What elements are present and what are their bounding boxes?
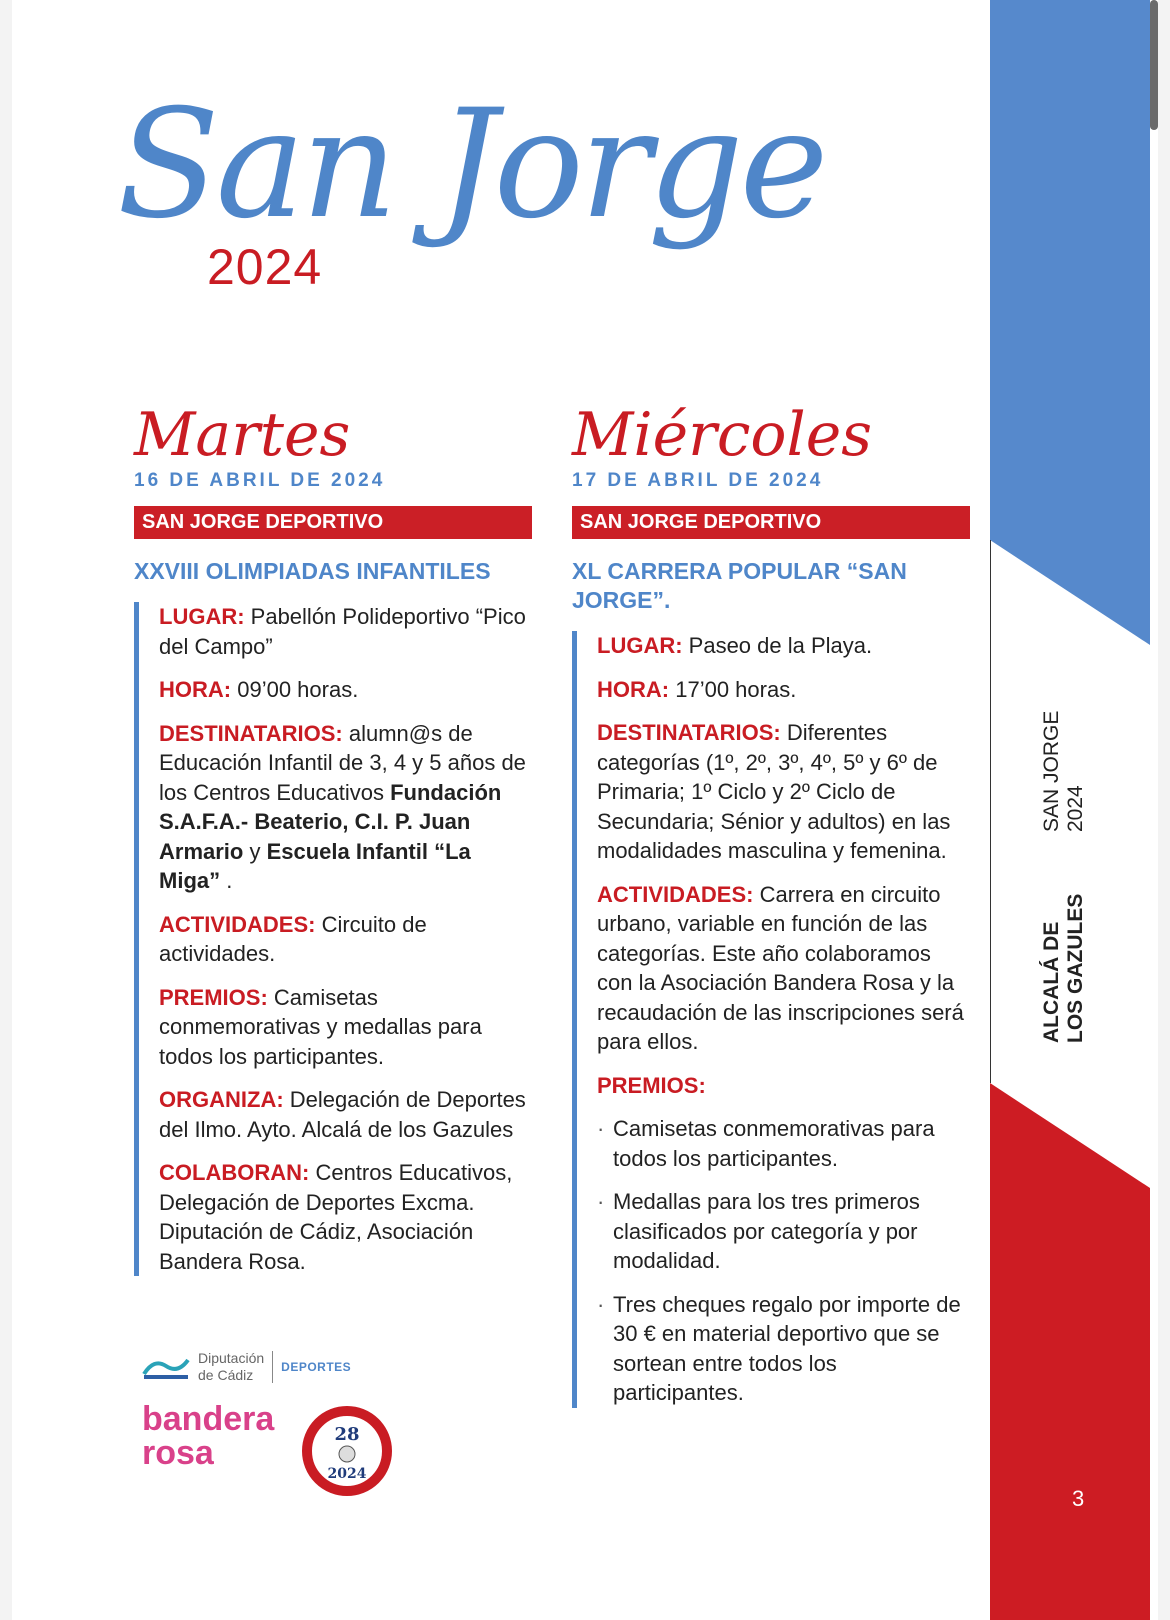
event-title: XL CARRERA POPULAR “SAN JORGE”. bbox=[572, 558, 907, 613]
detail-destinatarios: DESTINATARIOS: alumn@s de Educación Infantil de 3, 4 y 5 años de los Centros Educativos Fundación S.A.F.A.- Beaterio, C.I. P. Juan Armario y Escuela Infantil “La Miga” . bbox=[159, 720, 526, 893]
prize-item: · Medallas para los tres primeros clasificados por categoría y por modalidad. bbox=[597, 1187, 972, 1276]
detail-actividades: ACTIVIDADES: Carrera en circuito urbano, variable en función de las categorías. Este año colaboramos con la Asociación Bandera Rosa y la recaudación de las inscripciones será para ellos. bbox=[597, 881, 964, 1054]
svg-text:28: 28 bbox=[334, 1424, 360, 1445]
section-band: SAN JORGE DEPORTIVO bbox=[572, 506, 970, 539]
title-script: San Jorge bbox=[117, 78, 825, 252]
detail-organiza: ORGANIZA: Delegación de Deportes del Ilmo. Ayto. Alcalá de los Gazules bbox=[159, 1087, 526, 1142]
date-label: 17 DE ABRIL DE 2024 bbox=[572, 470, 824, 491]
sidebar bbox=[990, 0, 1150, 1620]
sidebar-place: ALCALÁ DE LOS GAZULES bbox=[1040, 893, 1087, 1043]
section-band: SAN JORGE DEPORTIVO bbox=[134, 506, 532, 539]
event-details bbox=[134, 602, 534, 1276]
detail-lugar: LUGAR: Pabellón Polideportivo “Pico del Campo” bbox=[159, 604, 526, 659]
prize-item: · Tres cheques regalo por importe de 30 € en material deportivo que se sortean entre todos los participantes. bbox=[597, 1290, 972, 1408]
bandera-rosa-logo: bandera rosa bbox=[142, 1400, 275, 1472]
detail-actividades: ACTIVIDADES: Circuito de actividades. bbox=[159, 911, 427, 966]
day-heading: Miércoles bbox=[572, 400, 873, 470]
prize-item: · Camisetas conmemorativas para todos los participantes. bbox=[597, 1114, 972, 1173]
detail-hora: HORA: 17’00 horas. bbox=[597, 676, 797, 702]
event-details bbox=[572, 631, 972, 1408]
day-heading: Martes bbox=[134, 400, 351, 470]
title-year: 2024 bbox=[207, 239, 323, 295]
detail-colaboran: COLABORAN: Centros Educativos, Delegación de Deportes Excma. Diputación de Cádiz, Asociación Bandera Rosa. bbox=[159, 1160, 513, 1274]
date-label: 16 DE ABRIL DE 2024 bbox=[134, 470, 386, 491]
sponsor-logos bbox=[142, 1350, 442, 1510]
brochure-page bbox=[12, 0, 1158, 1620]
olimpiadas-badge-icon bbox=[302, 1406, 392, 1496]
detail-lugar: LUGAR: Paseo de la Playa. bbox=[597, 633, 873, 658]
detail-destinatarios: DESTINATARIOS: Diferentes categorías (1º, 2º, 3º, 4º, 5º y 6º de Primaria; 1º Ciclo y 2º Ciclo de Secundaria; Sénior y adultos) en las modalidades masculina y femenina. bbox=[597, 720, 951, 863]
sidebar-title: SAN JORGE 2024 bbox=[1040, 710, 1087, 832]
svg-text:2024: 2024 bbox=[327, 1466, 367, 1482]
detail-premios: PREMIOS: bbox=[597, 1072, 706, 1098]
diputacion-logo: Diputación de Cádiz DEPORTES bbox=[142, 1350, 442, 1384]
diputacion-emblem-icon bbox=[142, 1354, 190, 1380]
page-number: 3 bbox=[1072, 1486, 1085, 1511]
detail-premios: PREMIOS: Camisetas conmemorativas y medallas para todos los participantes. bbox=[159, 984, 482, 1069]
tuesday-column bbox=[134, 400, 534, 1276]
event-title: XXVIII OLIMPIADAS INFANTILES bbox=[134, 558, 491, 584]
detail-hora: HORA: 09’00 horas. bbox=[159, 677, 359, 702]
scrollbar[interactable] bbox=[1150, 0, 1158, 130]
wednesday-column bbox=[572, 400, 972, 1408]
